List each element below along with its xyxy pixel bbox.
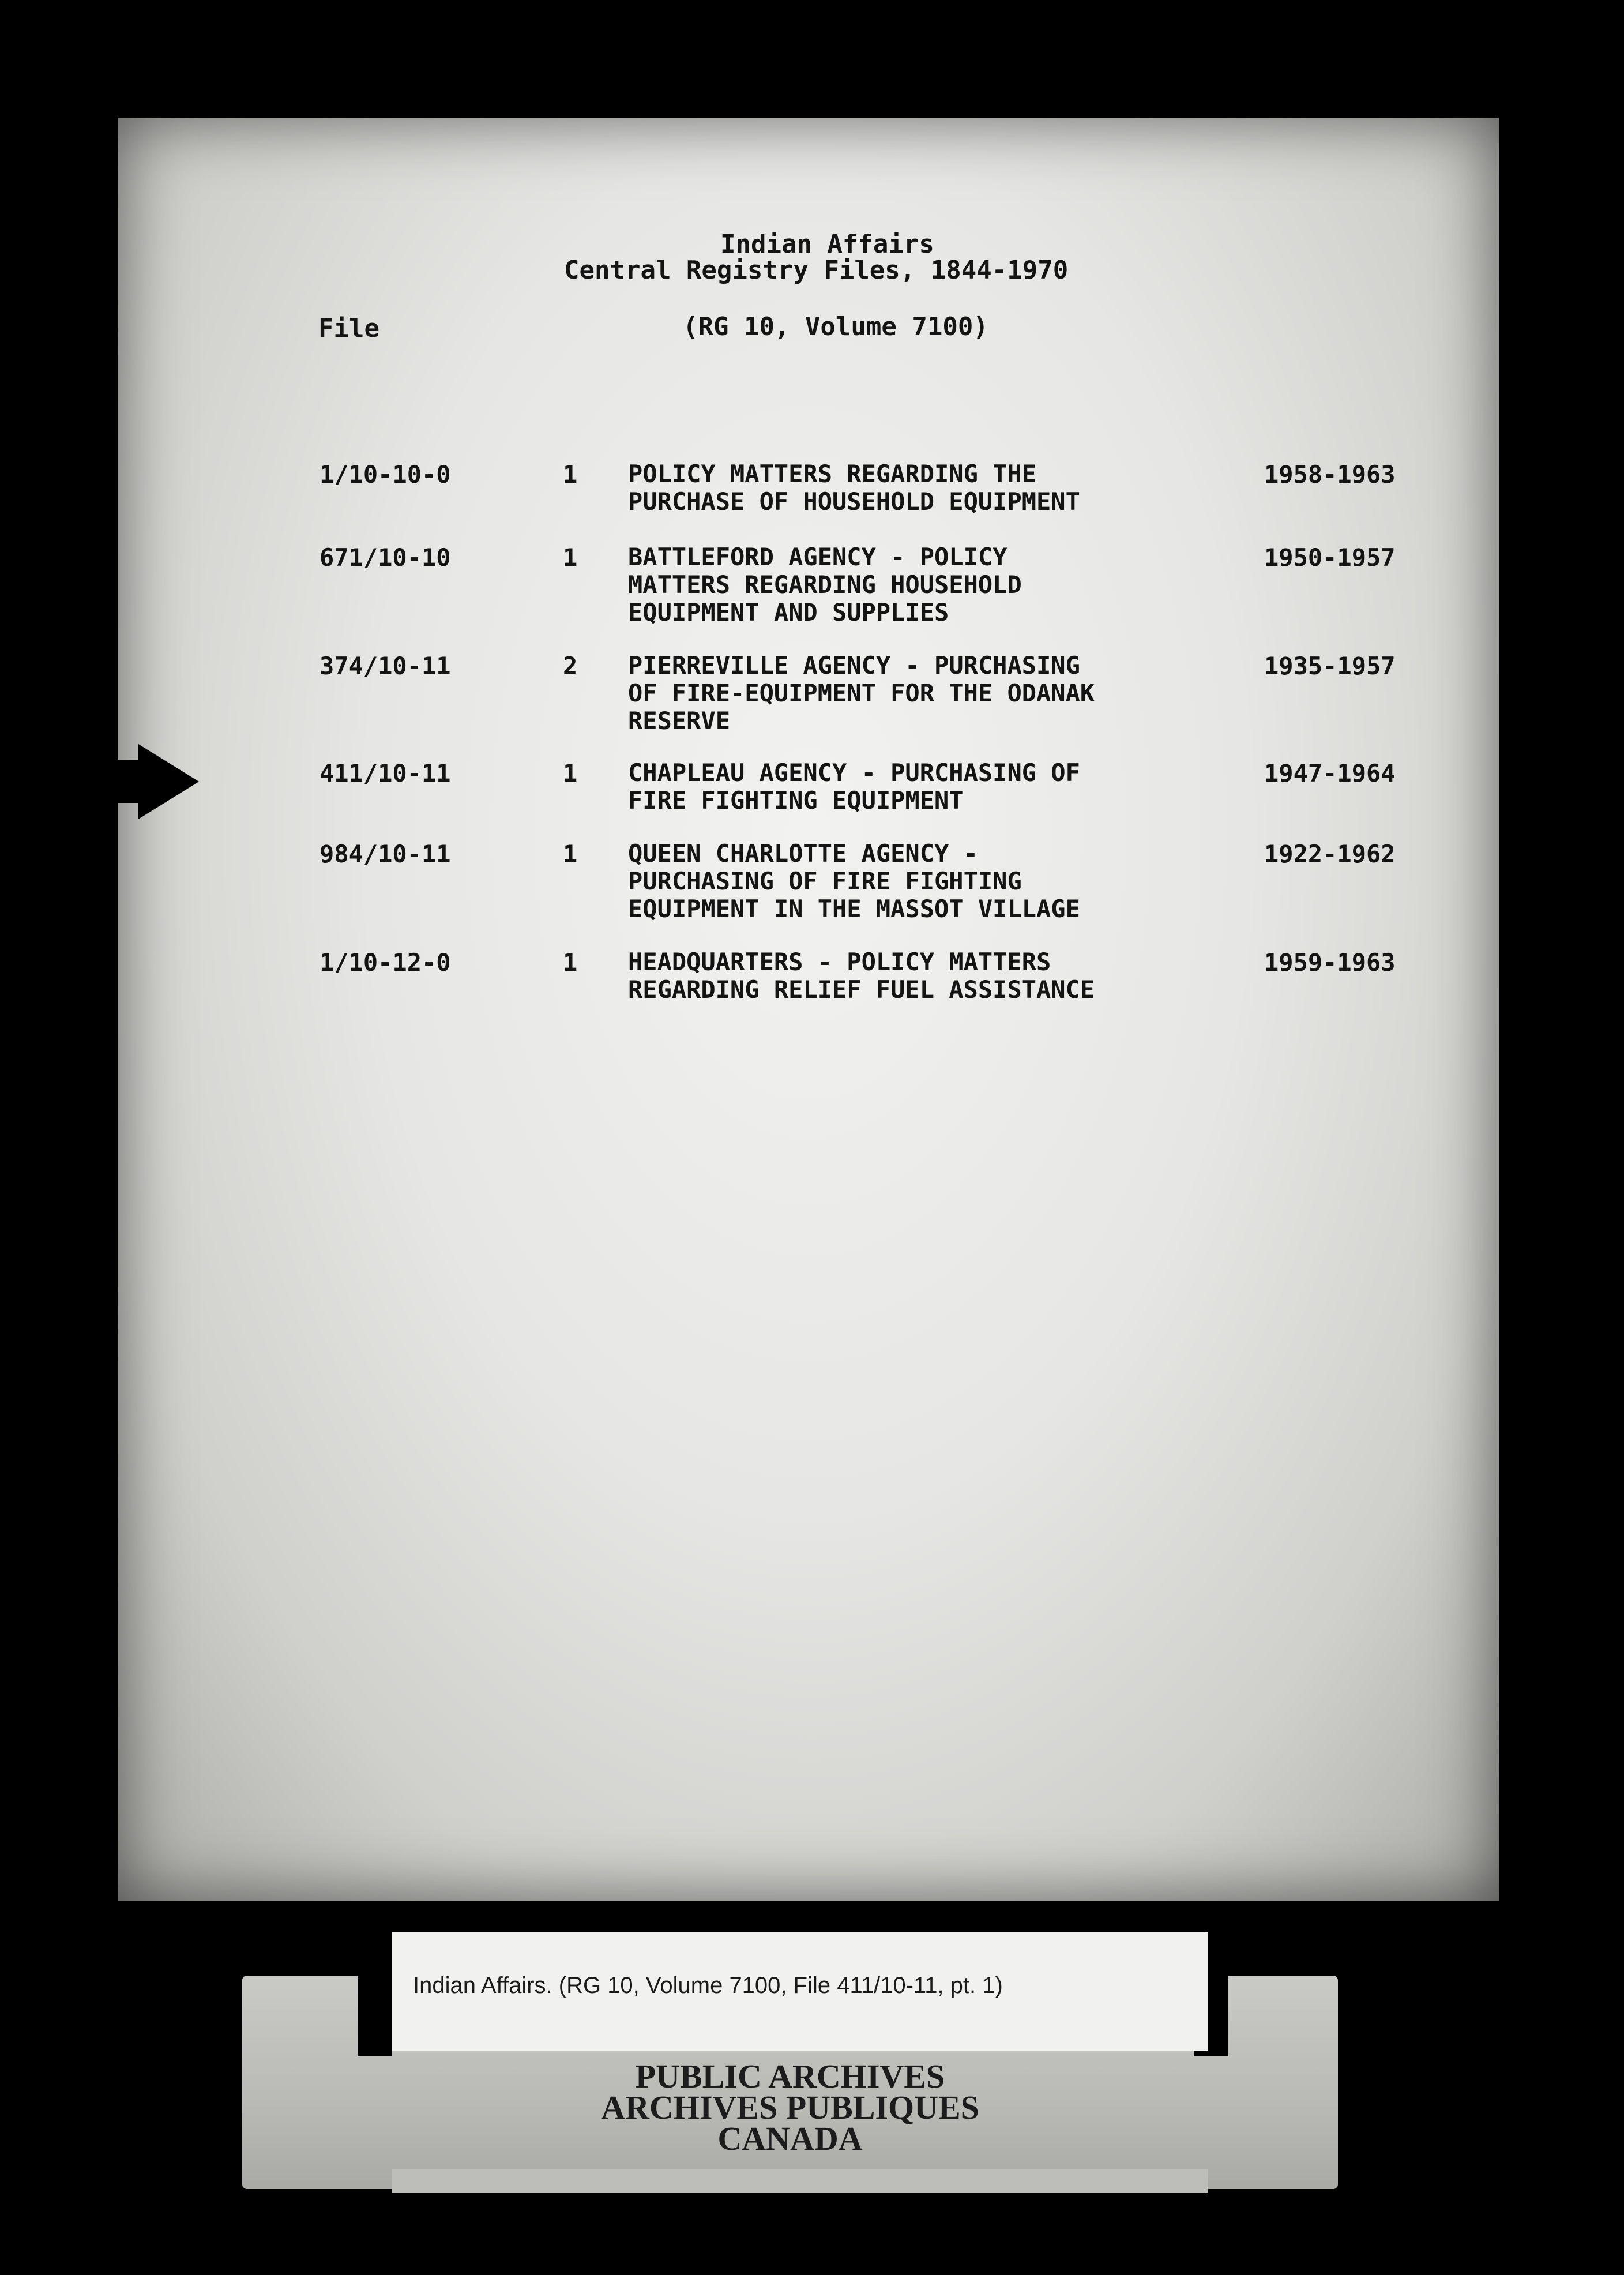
file-description: QUEEN CHARLOTTE AGENCY - PURCHASING OF FIRE FIGHTING EQUIPMENT IN THE MASSOT VILLAGE — [628, 839, 1080, 923]
page-title: Indian Affairs — [720, 230, 934, 259]
file-number: 671/10-10 — [319, 543, 451, 572]
reference-label — [392, 1932, 1208, 2051]
archive-stamp-line: ARCHIVES PUBLIQUES — [601, 2089, 979, 2126]
reference-label-text: Indian Affairs. (RG 10, Volume 7100, File 411/10-11, pt. 1) — [413, 1973, 1003, 1998]
volume-number: 1 — [563, 840, 578, 868]
volume-number: 1 — [563, 759, 578, 787]
file-description: HEADQUARTERS - POLICY MATTERS REGARDING RELIEF FUEL ASSISTANCE — [628, 948, 1095, 1004]
file-number: 1/10-10-0 — [319, 460, 451, 489]
date-range: 1922-1962 — [1264, 840, 1396, 868]
volume-number: 2 — [563, 652, 578, 680]
file-description: CHAPLEAU AGENCY - PURCHASING OF FIRE FIGHTING EQUIPMENT — [628, 759, 1080, 814]
file-number: 411/10-11 — [319, 759, 451, 787]
date-range: 1959-1963 — [1264, 948, 1396, 977]
archive-stamp-line: PUBLIC ARCHIVES — [635, 2058, 945, 2095]
file-number: 374/10-11 — [319, 652, 451, 680]
file-column-header: File — [318, 314, 379, 343]
date-range: 1947-1964 — [1264, 759, 1396, 787]
date-range: 1950-1957 — [1264, 543, 1396, 572]
page-subtitle: Central Registry Files, 1844-1970 — [564, 256, 1069, 285]
volume-reference: (RG 10, Volume 7100) — [683, 312, 988, 341]
file-description: BATTLEFORD AGENCY - POLICY MATTERS REGARDING HOUSEHOLD EQUIPMENT AND SUPPLIES — [628, 543, 1022, 626]
document-page — [118, 118, 1499, 1901]
file-description: PIERREVILLE AGENCY - PURCHASING OF FIRE-EQUIPMENT FOR THE ODANAK RESERVE — [628, 651, 1095, 735]
volume-number: 1 — [563, 543, 578, 572]
date-range: 1935-1957 — [1264, 652, 1396, 680]
pointer-arrow-icon — [0, 744, 208, 819]
bottom-strip — [392, 2169, 1208, 2193]
file-number: 984/10-11 — [319, 840, 451, 868]
volume-number: 1 — [563, 948, 578, 977]
tab-notch — [358, 1976, 392, 2056]
archive-stamp-line: CANADA — [717, 2120, 863, 2157]
date-range: 1958-1963 — [1264, 460, 1396, 489]
volume-number: 1 — [563, 460, 578, 489]
file-description: POLICY MATTERS REGARDING THE PURCHASE OF HOUSEHOLD EQUIPMENT — [628, 460, 1080, 516]
file-number: 1/10-12-0 — [319, 948, 451, 977]
